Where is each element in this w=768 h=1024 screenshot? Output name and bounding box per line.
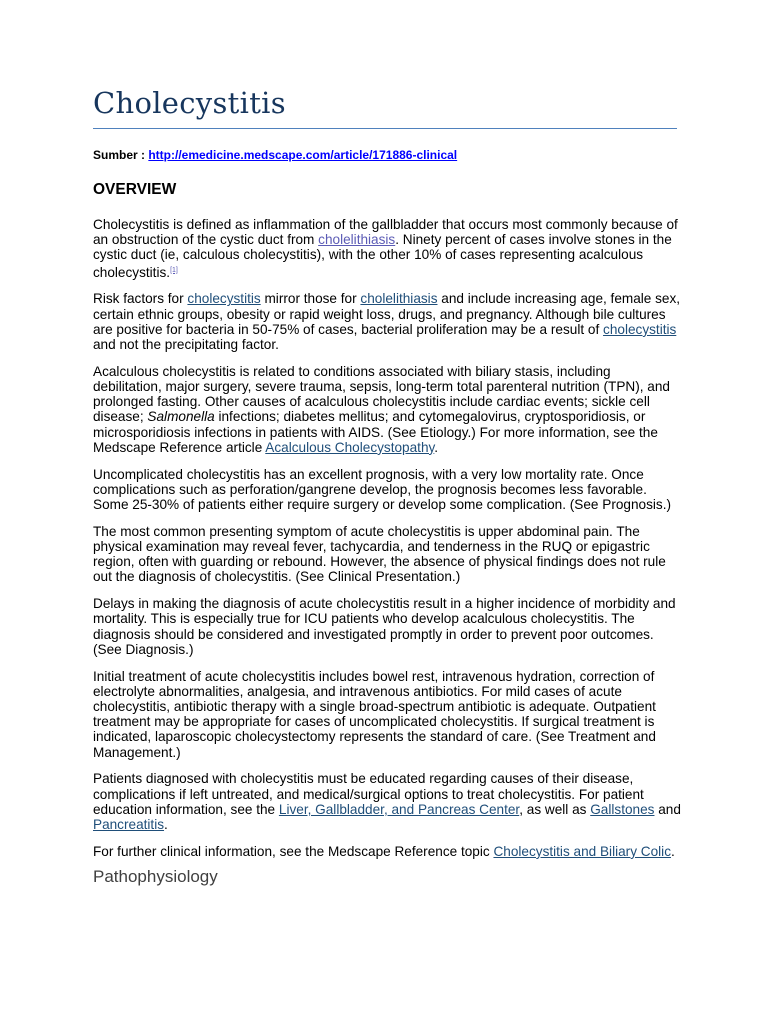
title-underline bbox=[93, 128, 677, 129]
paragraph-risk-factors bbox=[93, 291, 683, 352]
source-label: Sumber : bbox=[93, 148, 149, 162]
article-body bbox=[93, 217, 683, 884]
link-cholelithiasis[interactable]: cholelithiasis bbox=[318, 232, 396, 248]
text: Patients diagnosed with cholecystitis must be educated regarding causes of their disease, complications if left untreated, and medical/surgical options to treat cholecystitis. For patient education information, see the bbox=[93, 771, 644, 817]
source-link[interactable]: http://emedicine.medscape.com/article/171886-clinical bbox=[148, 148, 458, 162]
paragraph-acalculous bbox=[93, 364, 683, 455]
source-line bbox=[93, 148, 457, 162]
text: mirror those for bbox=[260, 291, 361, 307]
link-cholecystitis-biliary-colic[interactable]: Cholecystitis and Biliary Colic bbox=[493, 843, 671, 859]
reference-link[interactable]: [1] bbox=[170, 266, 178, 274]
text: Risk factors for bbox=[93, 291, 188, 307]
link-acalculous-cholecystopathy[interactable]: Acalculous Cholecystopathy bbox=[265, 439, 435, 455]
overview-heading: OVERVIEW bbox=[93, 181, 177, 198]
text: . bbox=[164, 817, 168, 833]
italic-text: Salmonella bbox=[147, 409, 215, 425]
paragraph-presentation: The most common presenting symptom of acute cholecystitis is upper abdominal pain. The physical examination may reveal fever, tachycardia, and tenderness in the RUQ or epigastric region, often with guarding or rebound. However, the absence of physical findings does not rule out the diagnosis of cholecystitis. (See Clinical Presentation.) bbox=[93, 523, 666, 585]
text: . Ninety percent of cases involve stones in the cystic duct (ie, calculous cholecystitis), with the other 10% of cases representing acalculous cholecystitis. bbox=[93, 232, 672, 280]
text: , as well as bbox=[519, 801, 591, 817]
link-cholecystitis[interactable]: cholecystitis bbox=[603, 321, 677, 337]
paragraph-diagnosis: Delays in making the diagnosis of acute cholecystitis result in a higher incidence of morbidity and mortality. This is especially true for ICU patients who develop acalculous cholecystitis. The diagnosis should be considered and investigated promptly in order to prevent poor outcomes. (See Diagnosis.) bbox=[93, 596, 676, 657]
text: infections; diabetes mellitus; and cytomegalovirus, cryptosporidiosis, or microsporidiosis infections in patients with AIDS. (See Etiology.) For more information, see the Medscape Reference article bbox=[93, 409, 658, 455]
text: . bbox=[434, 439, 439, 455]
page-title: Cholecystitis bbox=[93, 86, 286, 120]
text: and include increasing age, female sex, certain ethnic groups, obesity or rapid weight loss, drugs, and pregnancy. Although bile cultures are positive for bacteria in 50-75% of cases, bacterial proliferation may be a result of bbox=[93, 291, 681, 337]
text: and not the precipitating factor. bbox=[93, 337, 279, 353]
link-cholecystitis[interactable]: cholecystitis bbox=[187, 291, 261, 307]
paragraph-definition bbox=[93, 217, 683, 280]
link-pancreatitis[interactable]: Pancreatitis bbox=[93, 817, 165, 833]
pathophysiology-heading: Pathophysiology bbox=[93, 866, 218, 886]
paragraph-further-info bbox=[93, 844, 683, 859]
text: For further clinical information, see the Medscape Reference topic bbox=[93, 843, 494, 859]
text: . bbox=[671, 843, 675, 859]
text: Acalculous cholecystitis is related to conditions associated with biliary stasis, including debilitation, major surgery, severe trauma, sepsis, long-term total parenteral nutrition (TPN), and prolonged fasting. Other causes of acalculous cholecystitis include cardiac events; sickle cell disease; bbox=[93, 363, 670, 425]
paragraph-treatment: Initial treatment of acute cholecystitis includes bowel rest, intravenous hydration, correction of electrolyte abnormalities, analgesia, and intravenous antibiotics. For mild cases of acute cholecystitis, antibiotic therapy with a single broad-spectrum antibiotic is adequate. Outpatient treatment may be appropriate for cases of uncomplicated cholecystitis. If surgical treatment is indicated, laparoscopic cholecystectomy represents the standard of care. (See Treatment and Management.) bbox=[93, 668, 656, 760]
link-cholelithiasis[interactable]: cholelithiasis bbox=[360, 291, 438, 307]
text: and bbox=[654, 801, 681, 817]
paragraph-education bbox=[93, 771, 683, 832]
text: Cholecystitis is defined as inflammation of the gallbladder that occurs most commonly because of an obstruction of the cystic duct from bbox=[93, 217, 678, 248]
link-liver-center[interactable]: Liver, Gallbladder, and Pancreas Center bbox=[278, 801, 520, 817]
paragraph-prognosis: Uncomplicated cholecystitis has an excellent prognosis, with a very low mortality rate. Once complications such as perforation/gangrene develop, the prognosis becomes less favorable. Some 25-30% of patients either require surgery or develop some complication. (See Prognosis.) bbox=[93, 466, 672, 513]
link-gallstones[interactable]: Gallstones bbox=[590, 801, 655, 817]
